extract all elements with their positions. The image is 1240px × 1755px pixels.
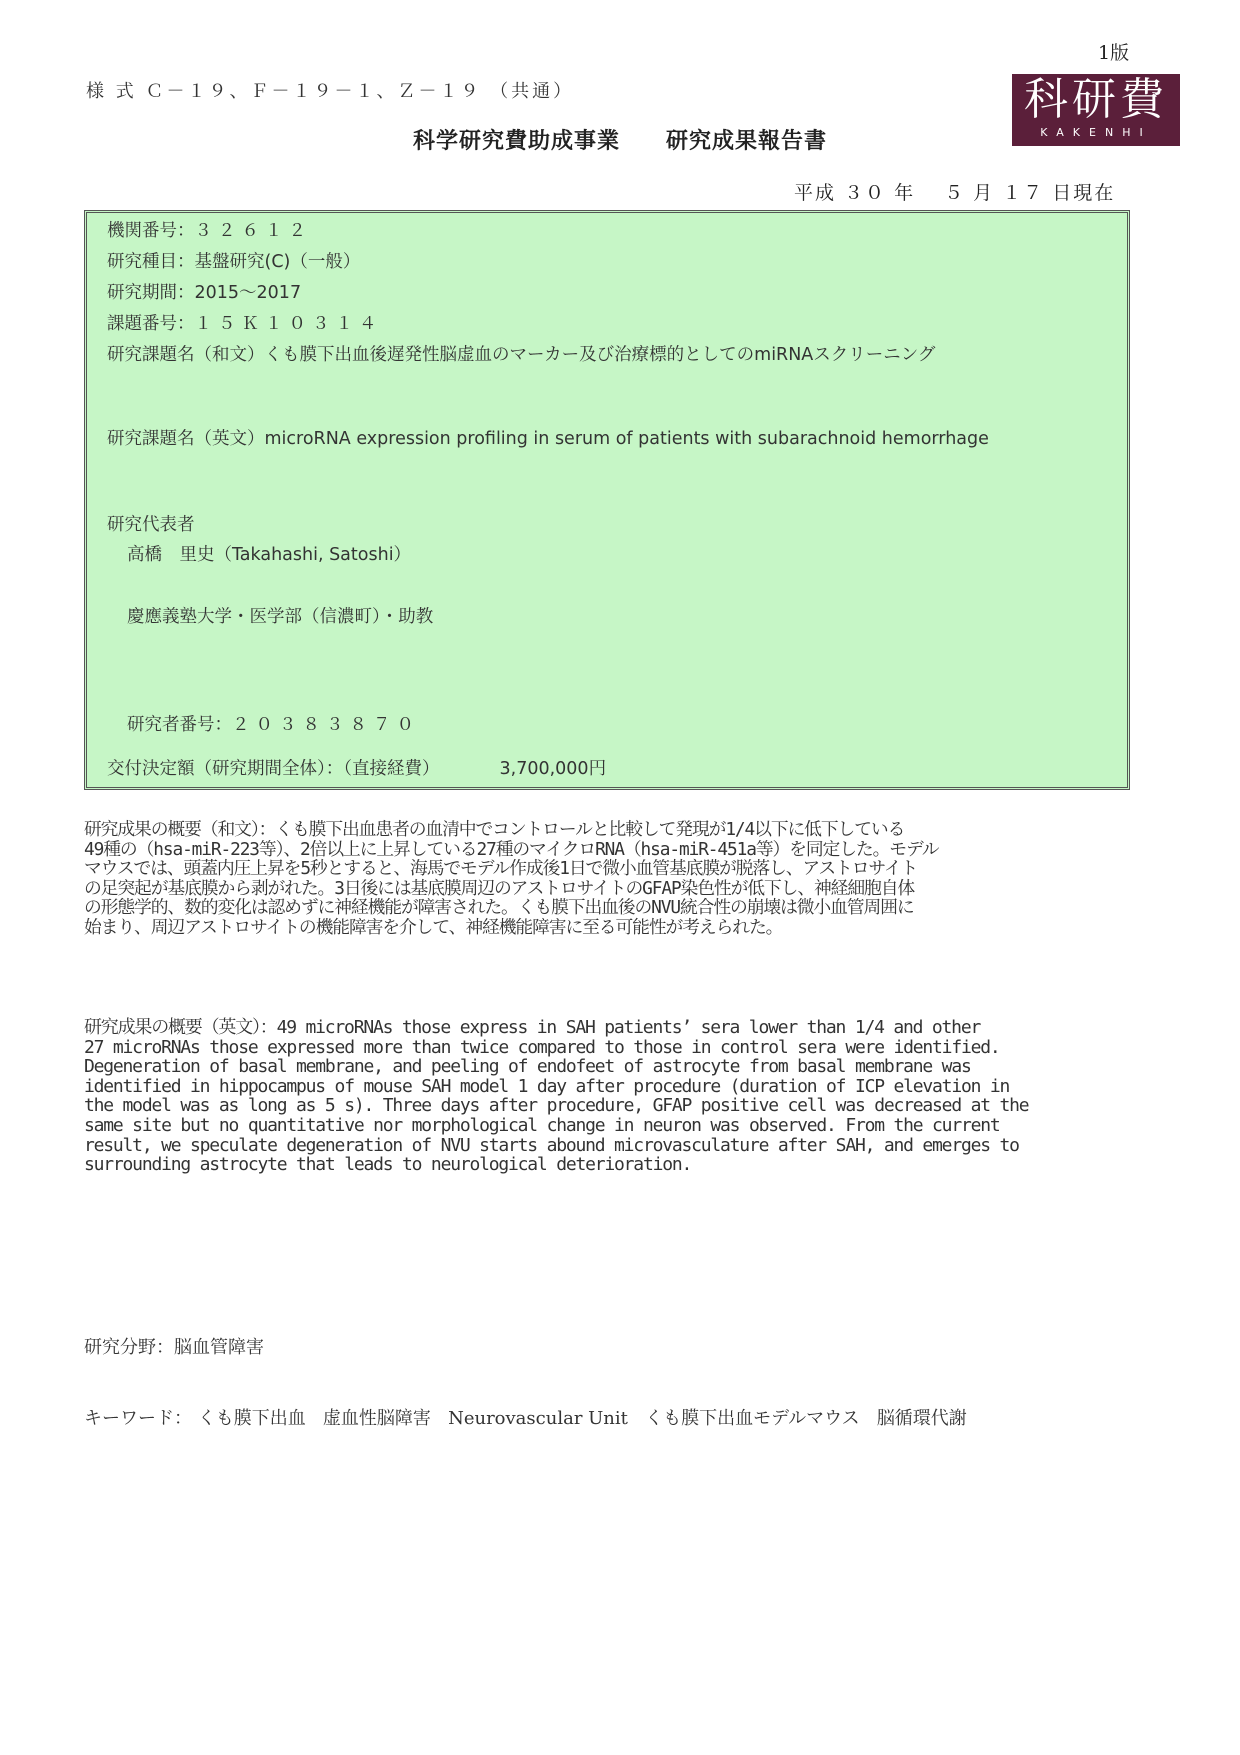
logo-latin: KAKENHI — [1040, 126, 1152, 139]
representative-label: 研究代表者 — [107, 515, 195, 535]
abstract-ja-line: 研究成果の概要（和文）：くも膜下出血患者の血清中でコントロールと比較して発現が1/4以下に低下している — [84, 819, 905, 840]
abstract-ja-line: 始まり、周辺アストロサイトの機能障害を介して、神経機能障害に至る可能性が考えられた。 — [84, 916, 783, 938]
project-number-row — [107, 310, 383, 335]
grant-label: 交付決定額（研究期間全体）：（直接経費） — [107, 759, 440, 779]
project-number-label: 課題番号： — [107, 314, 195, 334]
grant-amount: 3,700,000円 — [499, 759, 607, 779]
abstract-ja-line: の足突起が基底膜から剥がれた。3日後には基底膜周辺のアストロサイトのGFAP染色性が低下し、神経細胞自体 — [84, 877, 915, 899]
representative-name: 高橋 里史（Takahashi, Satoshi） — [127, 545, 412, 565]
abstract-en-line: surrounding astrocyte that leads to neurological deterioration. — [84, 1154, 692, 1176]
title-en-row — [107, 425, 989, 450]
abstract-en-line: identified in hippocampus of mouse SAH model 1 day after procedure (duration of ICP elevation in — [84, 1075, 1010, 1097]
period-label: 研究期間： — [107, 283, 195, 303]
institution-label: 機関番号： — [107, 221, 195, 241]
report-date: 平成 ３０ 年 ５ 月 １７ 日現在 — [794, 182, 1116, 204]
category-label: 研究種目： — [107, 252, 195, 272]
page-title: 科学研究費助成事業 研究成果報告書 — [412, 129, 827, 154]
keyword: 虚血性脳障害 — [322, 1408, 431, 1429]
project-info-box — [84, 210, 1130, 790]
abstract-ja-line: マウスでは、頭蓋内圧上昇を5秒とすると、海馬でモデル作成後1日で微小血管基底膜が脱落し、アストロサイト — [84, 858, 918, 879]
title-en-label: 研究課題名（英文） — [107, 429, 265, 449]
abstract-japanese — [84, 820, 938, 937]
research-category: 基盤研究(C)（一般） — [194, 252, 361, 272]
keyword: 脳循環代謝 — [876, 1408, 967, 1429]
abstract-en-line: 27 microRNAs those expressed more than twice compared to those in control sera were identified. — [84, 1036, 1000, 1058]
research-period: 2015～2017 — [194, 283, 302, 303]
abstract-en-line: Degeneration of basal membrane, and peeling of endofeet of astrocyte from basal membrane was — [84, 1056, 971, 1078]
abstract-ja-line: の形態学的、数的変化は認めずに神経機能が障害された。くも膜下出血後のNVU統合性の崩壊は微小血管周囲に — [84, 897, 914, 918]
keywords — [84, 1404, 967, 1430]
grant-row — [107, 755, 606, 780]
abstract-en-line: same site but no quantitative nor morphological change in neuron was observed. From the current — [84, 1114, 1000, 1136]
keywords-label: キーワード： — [84, 1408, 192, 1429]
title-en: microRNA expression profiling in serum of patients with subarachnoid hemorrhage — [264, 429, 989, 449]
title-ja-row — [107, 341, 935, 366]
keyword: くも膜下出血 — [197, 1408, 306, 1429]
keyword: Neurovascular Unit — [448, 1408, 628, 1429]
abstract-ja-line: 49種の（hsa-miR-223等）、2倍以上に上昇している27種のマイクロRNA（hsa-miR-451a等）を同定した。モデル — [84, 838, 939, 860]
logo-kanji: 科研費 — [1024, 74, 1168, 125]
title-ja-label: 研究課題名（和文） — [107, 345, 265, 365]
kakenhi-logo — [1012, 74, 1180, 146]
edition-label: 1版 — [1098, 42, 1130, 64]
category-row — [107, 248, 360, 273]
abstract-en-line: result, we speculate degeneration of NVU starts abound microvasculature after SAH, and emerges to — [84, 1134, 1019, 1156]
field-label: 研究分野： — [84, 1337, 174, 1358]
institution-number: ３２６１２ — [194, 221, 312, 241]
abstract-english — [84, 1018, 1028, 1175]
period-row — [107, 279, 301, 304]
form-number: 様 式 Ｃ－１９、Ｆ－１９－１、Ｚ－１９ （共通） — [86, 81, 575, 102]
abstract-en-line: the model was as long as 5 s). Three days after procedure, GFAP positive cell was decreased at the — [84, 1095, 1029, 1117]
researcher-number-row — [127, 711, 420, 736]
project-number: １５Ｋ１０３１４ — [194, 314, 383, 334]
institution-row — [107, 217, 312, 242]
research-field — [84, 1333, 264, 1359]
field-value: 脳血管障害 — [174, 1337, 264, 1358]
keyword: くも膜下出血モデルマウス — [645, 1408, 860, 1429]
researcher-number: ２０３８３８７０ — [232, 715, 420, 735]
abstract-en-line: 研究成果の概要（英文）：49 microRNAs those express in SAH patients’ sera lower than 1/4 and other — [84, 1017, 981, 1038]
title-ja: くも膜下出血後遅発性脳虚血のマーカー及び治療標的としてのmiRNAスクリーニング — [264, 345, 936, 365]
researcher-number-label: 研究者番号： — [127, 715, 232, 735]
affiliation: 慶應義塾大学・医学部（信濃町）・助教 — [127, 607, 434, 627]
